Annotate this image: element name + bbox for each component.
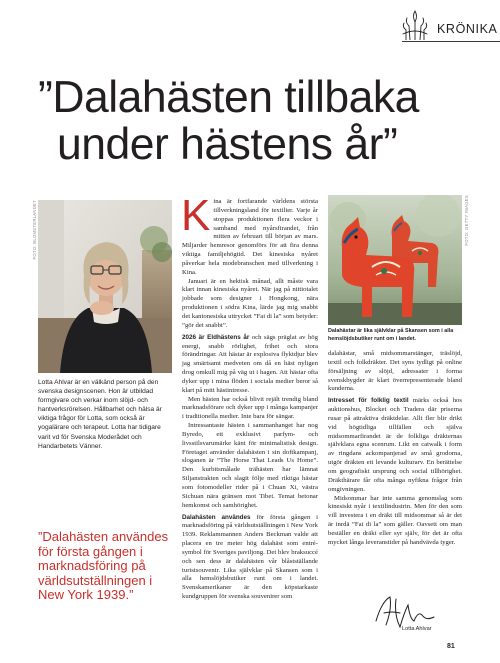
headline-line-1: ”Dalahästen tillbaka (38, 73, 419, 122)
article-column-right (328, 350, 462, 548)
article-paragraph (328, 397, 462, 494)
page-number: 81 (447, 643, 455, 650)
article-paragraph: ina är fortfarande världens största tillverkningsland för textilier. Varje år stoppas produktionen flera veckor i samband med nyårsfirandet, från mitten av februari till början av mars. Miljarder hemresor genomförs för att fira denna viktiga familjehögtid. Det kinesiska nyåret påverkar hela modebranschen med tillverkning i Kina. (182, 198, 318, 276)
section-label: KRÖNIKA (437, 22, 498, 36)
subheading: Intresset för folklig textil (328, 397, 409, 405)
portrait-photo (38, 200, 172, 373)
paragraph-text: för första gången i marknadsföring på världsutställningen i New York 1939. Reklammannen Anders Beckman valde att placera en tre meter hög dalahäst som entré-symbol för Sveriges paviljong. Det blev braksuccé och sen dess är dalahästen vår blåstställande turistsouvenir. Lika självklar på Skansen som i alla hemslöjdsbutiker runt om i landet. Svenskamerikaner är den köpstarkaste kundgruppen för svenska souvenirer som (182, 513, 318, 601)
headline (38, 74, 478, 168)
article-paragraph: Midsommar har inte samma genomslag som kinesiskt nyår i textilindustrin. Men för den som vill investera i en dräkt till midsommar så är det är inrdä ”Fai di la” som gäller. Oavsett om man beställer en dräkt eller syr själv, för det är ofta mycket långa leveranstider på handvävda tyger. (328, 494, 462, 546)
photo-credit-right: FOTO: GETTY IMAGES (464, 195, 469, 246)
section-rule (402, 41, 500, 42)
photo-credit-left: FOTO: BLOMSTERLANDET (32, 200, 37, 260)
horse-caption: Dalahästar är lika självklar på Skansen som i alla hemslöjdsbutiker runt om i landet. (328, 328, 454, 342)
tree-leaf-icon (398, 6, 432, 40)
article-paragraph: Januari är en hektisk månad, allt måste vara klart innan kinesiska nyåret. När jag på nittiotalet jobbade som designer i Hongkong, nära produktionen i södra Kina, lärde jag mig snabbt det kantonesiska uttrycket ”Fai di la” som betyder: ”gör det snabbt”. (182, 277, 318, 329)
paragraph-text: och sägs präglat av hög energi, snabb rörlighet, frihet och stora förändringar. Att hästar är explosiva flyktdjur blev jag smärtsamt medveten om då en häst nyligen drog omkull mig på väg ut i hagen. Att hästar ofta dyker upp i mina flöden i sociala medier beror så klart på mitt hästintresse. (182, 333, 318, 394)
signature-name: Lotta Ahlvar (402, 626, 432, 632)
article-paragraph (182, 514, 318, 602)
article-paragraph: Intressantaste hästen i sammanhanget har nog Byredo, ett exklusivt parfym- och livsstilsvarumärke känt för minimalistisk design. Företaget använder dalahästen i sin doftkampanj, sloganen är ”The Horse That Leads Us Home”. Den kurbitsmålade trähästen har lämnat Siljanstrakten och slagit följe med riktiga hästar som fotomodeller rider på i Chuan Xi, västra Sichuan nära gränsen mot Tibet. Temat betonar hemkomst och samhörighet. (182, 422, 318, 509)
subheading: Dalahästen användes (182, 513, 251, 521)
drop-cap: K (181, 191, 211, 240)
headline-line-2: under hästens år” (57, 120, 398, 169)
article-paragraph (182, 334, 318, 396)
pull-quote: ”Dalahästen användes för första gången i marknadsföring på världsutställningen i New York 1939.” (38, 529, 169, 603)
subheading: 2026 är Eldhästens år (182, 333, 250, 341)
article-paragraph: dalahästar, små midsommarstänger, träslöjd, textil och folkdräkter. Det syns tydligt på online försäljning av slöjd, adressater i forma svenskbygder är klart överrepresenterade bland kunderna. (328, 350, 462, 393)
article-column-middle (181, 191, 318, 602)
dala-horses-photo (328, 195, 462, 325)
paragraph-text: märks också hos auktionshus, Blocket och Tradera där priserna rusar på attraktiva dräktdelar. Allt fler blir drikt vid högtidliga tillfällen och själva midsommarfirandet är de folkliga dräkternas självklara egna scenrum. Likt en catwalk i form av ringdans ackompanjerad av små grodorna, utgör dräkten ett levande kulturarv. En berättelse om geografiskt ursprung och social tillhörighet. Dräkthärare får ofta många nyfikna frågor från omgivningen. (328, 397, 462, 493)
portrait-caption: Lotta Ahlvar är en välkänd person på den svenska designscenen. Hon är utbildad formgivare och verkar inom slöjd- och hantverksrörelsen. Hållbarhet och hälsa är viktiga frågor för Lotta, som också är yogalärare och terapeut. Lotta har tidigare varit vd för Svenska Moderådet och Handarbetets Vänner. (38, 379, 162, 450)
article-paragraph: Men hästen har också blivit rejält trendig bland marknadsförare och dyker upp i många kampanjer i traditionella medier. Inte bara för sängar. (182, 395, 318, 421)
